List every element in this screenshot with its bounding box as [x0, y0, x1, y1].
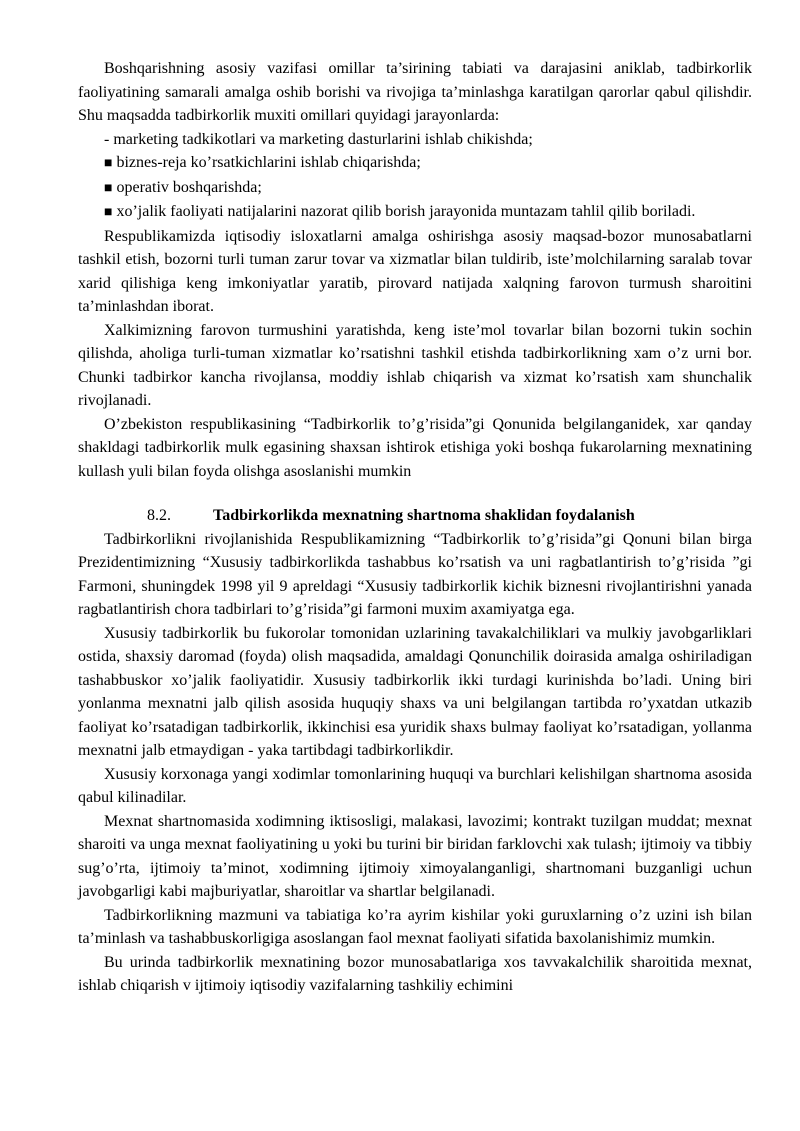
paragraph: Bu urinda tadbirkorlik mexnatining bozor munosabatlariga xos tavvakalchilik sharoitida mexnat, ishlab chiqarish v ijtimoiy iqtisodiy vazifalarning tashkiliy echimini	[78, 953, 752, 994]
list-item-text: marketing tadkikotlari va marketing dasturlarini ishlab chikishda;	[113, 130, 533, 148]
list-item	[78, 151, 752, 176]
list-item	[78, 200, 752, 225]
section-number: 8.2.	[147, 507, 171, 524]
list-item	[78, 128, 752, 152]
paragraph: Xalkimizning farovon turmushini yaratishda, keng iste’mol tovarlar bilan bozorni tukin sochin qilishda, aholiga turli-tuman xizmatlar ko’rsatishni tashkil etishda tadbirkorlikning xam o’z urni bor. Chunki tadbirkor kancha rivojlansa, moddiy ishlab chiqarish va xizmat ko’rsatish xam shunchalik rivojlanadi.	[78, 321, 752, 409]
paragraph: Xususiy korxonaga yangi xodimlar tomonlarining huquqi va burchlari kelishilgan shartnoma asosida qabul kilinadilar.	[78, 765, 752, 806]
section-spacer	[78, 483, 752, 504]
paragraph: Boshqarishning asosiy vazifasi omillar ta’sirining tabiati va darajasini aniklab, tadbirkorlik faoliyatining samarali amalga oshib borishi va rivojiga ta’minlashga karatilgan qarorlar qabul qilishdir. Shu maqsadda tadbirkorlik muxiti omillari quyidagi jarayonlarda:	[78, 60, 752, 124]
square-bullet-icon: ■	[104, 180, 113, 196]
list-item-text: biznes-reja ko’rsatkichlarini ishlab chiqarishda;	[116, 154, 421, 171]
paragraph: Respublikamizda iqtisodiy isloxatlarni amalga oshirishga asosiy maqsad-bozor munosabatlarni tashkil etish, bozorni turli tuman zarur tovar va xizmatlar bilan tuldirib, iste’molchilarning saralab tovar xarid qilishiga keng imkoniyatlar yaratib, pirovard natijada xalqning farovon turmush sharoitini ta’minlashdan iborat.	[78, 227, 752, 315]
list-item-text: operativ boshqarishda;	[116, 178, 262, 196]
square-bullet-icon: ■	[104, 156, 113, 171]
bullet-list	[78, 128, 752, 225]
paragraph: Xususiy tadbirkorlik bu fukorolar tomonidan uzlarining tavakalchiliklari va mulkiy javobgarliklari ostida, shaxsiy daromad (foyda) olish maqsadida, amaldagi Qonunchilik doirasida amalga oshiriladigan tashabbuskor xo’jalik faoliyatidir. Xususiy tadbirkorlik ikki turdagi kurinishda bo’ladi. Uning biri yonlanma mexnatni jalb qilish asosida huquqiy shaxs va uni belgilangan tartibda ro’yxatdan utkazib faoliyat ko’rsatadigan tadbirkorlik, ikkinchisi esa yuridik shaxs bulmay faoliyat ko’rsatadigan, yollanma mexnatni jalb etmaydigan - yaka tartibdagi tadbirkorlikdir.	[78, 624, 752, 759]
paragraph: Mexnat shartnomasida xodimning iktisosligi, malakasi, lavozimi; kontrakt tuzilgan muddat; mexnat sharoiti va unga mexnat faoliyatining u yoki bu turini bir biridan farklovchi xak tulash; ijtimoiy va tibbiy sug’o’rta, ijtimoiy ta’minot, xodimning ijtimoiy ximoyalanganligi, shartnomani buzganligi uchun javobgarligi kabi majburiyatlar, sharoitlar va shartlar belgilanadi.	[78, 812, 752, 900]
list-item-text: xo’jalik faoliyati natijalarini nazorat qilib borish jarayonida muntazam tahlil qilib boriladi.	[116, 203, 696, 220]
square-bullet-icon: ■	[104, 205, 113, 220]
dash-marker: -	[104, 130, 110, 148]
list-item	[78, 176, 752, 201]
paragraph: Tadbirkorlikning mazmuni va tabiatiga ko’ra ayrim kishilar yoki guruxlarning o’z uzini ish bilan ta’minlash va tashabbuskorligiga asoslangan faol mexnat faoliyati sifatida baxolanishimiz mumkin.	[78, 906, 752, 947]
section-title: Tadbirkorlikda mexnatning shartnoma shaklidan foydalanish	[213, 507, 635, 524]
paragraph: O’zbekiston respublikasining “Tadbirkorlik to’g’risida”gi Qonunida belgilanganidek, xar qanday shakldagi tadbirkorlik mulk egasining shaxsan ishtirok etishiga yoki boshqa fukarolarning mexnatining kullash yuli bilan foyda olishga asoslanishi mumkin	[78, 415, 752, 480]
section-heading	[78, 504, 752, 528]
paragraph: Tadbirkorlikni rivojlanishida Respublikamizning “Tadbirkorlik to’g’risida”gi Qonuni bilan birga Prezidentimizning “Xususiy tadbirkorlikda tashabbus ko’rsatish va uni ragbatlantirish to’g’risida ”gi Farmoni, shuningdek 1998 yil 9 apreldagi “Xususiy tadbirkorlik kichik biznesni rivojlantirishni yanada ragbatlantirish chora tadbirlari to’g’risida”gi farmoni muxim axamiyatga ega.	[78, 530, 752, 618]
